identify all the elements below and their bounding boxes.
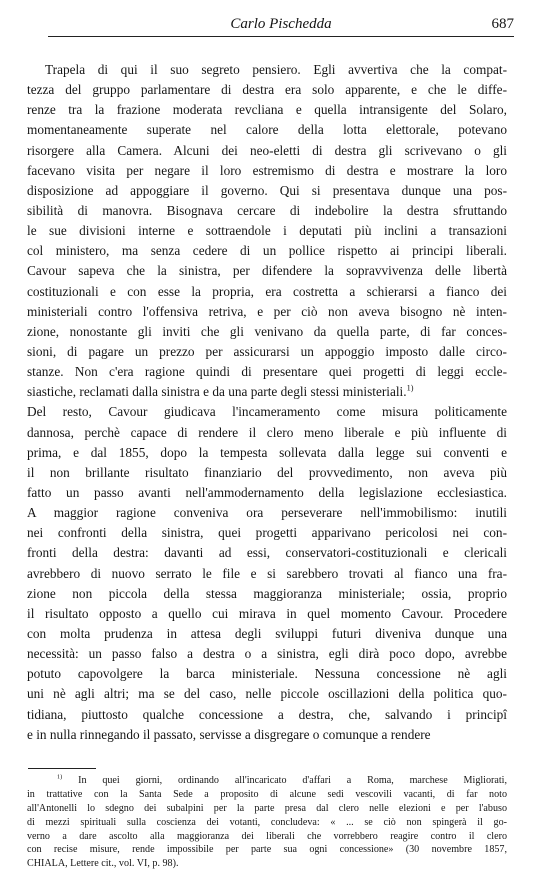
body-line-text: ministeriali contro l'offensiva retriva, e per ciò non aveva bisogno nè inten- bbox=[27, 303, 507, 319]
body-line bbox=[27, 80, 507, 100]
body-line-text: facevano visita per negare il loro estremismo di destra e mostrare la loro bbox=[27, 162, 507, 178]
body-line-text: il non brillante risultato finanziario del provvedimento, non aveva più bbox=[27, 464, 507, 480]
body-line bbox=[27, 60, 507, 80]
body-line-text: A maggior ragione conveniva ora perseverare nell'immobilismo: inutili bbox=[27, 505, 507, 521]
body-line-text: col ministero, ma senza cedere di un pollice rispetto ai principi liberali. bbox=[27, 243, 507, 259]
body-line-text: fronti della destra: davanti ad essi, conservatori-costituzionali e clericali bbox=[27, 545, 507, 561]
body-line-text: siastiche, reclamati dalla sinistra e da una parte degli stessi ministeriali. bbox=[27, 384, 407, 400]
body-line bbox=[27, 564, 507, 584]
footnote-line-text: CHIALA, Lettere cit., vol. VI, p. 98). bbox=[27, 858, 179, 870]
footnote-line-text: In quei giorni, ordinando all'incaricato d'affari a Roma, marchese Migliorati, bbox=[78, 775, 507, 786]
body-line bbox=[27, 382, 507, 402]
footnote-reference: 1) bbox=[406, 383, 414, 393]
body-line-text: zione non piccola della stessa maggioranza ministeriale; ossia, proprio bbox=[27, 585, 507, 601]
body-line bbox=[27, 120, 507, 140]
body-line bbox=[27, 161, 507, 181]
body-line-text: momentaneamente superate nel calore della lotta elettorale, potevano bbox=[27, 122, 507, 138]
body-line-text: costituzionali e con esse la propria, era costretta a schierarsi a fianco dei bbox=[27, 283, 507, 299]
body-line-text: dannosa, perchè capace di rendere il clero meno liberale e più influente di bbox=[27, 424, 507, 440]
body-line-text: nei confronti della sinistra, quei progetti apparivano pericolosi nei con- bbox=[27, 525, 507, 541]
footnote-line bbox=[27, 830, 507, 844]
body-line bbox=[27, 221, 507, 241]
body-line bbox=[27, 664, 507, 684]
body-line bbox=[27, 322, 507, 342]
body-line-text: uni nè agli altri; ma se del caso, nelle piccole oscillazioni della politica quo- bbox=[27, 686, 507, 702]
footnote-line bbox=[27, 788, 507, 802]
page-number: 687 bbox=[491, 16, 514, 32]
body-line bbox=[27, 141, 507, 161]
body-line-text: disposizione ad appoggiare il governo. Qui si presentava dunque una pos- bbox=[27, 182, 507, 198]
body-line-text: Del resto, Cavour giudicava l'incameramento come misura politicamente bbox=[27, 404, 507, 420]
body-line bbox=[27, 684, 507, 704]
body-line bbox=[27, 241, 507, 261]
footnote-line bbox=[27, 802, 507, 816]
body-line bbox=[27, 463, 507, 483]
body-line bbox=[27, 705, 507, 725]
body-line-text: sioni, di pagare un prezzo per assicurarsi un appoggio imposto dalle circo- bbox=[27, 343, 507, 359]
body-line bbox=[27, 423, 507, 443]
body-line-text: sibilità di manovra. Bisognava cercare di indebolire la destra sfruttando bbox=[27, 202, 507, 218]
body-line bbox=[27, 584, 507, 604]
footnote-line-text: verno a dare ascolto alla maggioranza dei liberali che vorrebbero reagire contro il clero bbox=[27, 830, 507, 842]
footnote-line bbox=[27, 857, 507, 871]
body-line-text: fatto un passo avanti nell'ammodernamento della legislazione ecclesiastica. bbox=[27, 484, 507, 500]
body-line-text: risorgere alla Camera. Alcuni dei neo-eletti di destra gli scrivevano o gli bbox=[27, 142, 507, 158]
body-line bbox=[27, 342, 507, 362]
footnote-rule bbox=[28, 768, 96, 769]
footnote-line-text: di mezzi spirituali sulla coscienza dei votanti, concludeva: « ... se ciò non spingerà il go- bbox=[27, 816, 507, 828]
footnote-line-text: in trattative con la Santa Sede a proposito di alcune sedi vescovili vacanti, di far noto bbox=[27, 788, 507, 800]
footnote-line bbox=[27, 816, 507, 830]
body-line bbox=[27, 624, 507, 644]
page-header bbox=[48, 14, 514, 37]
body-line-text: le sue divisioni interne e sottraendole i deputati più inclini a transazioni bbox=[27, 223, 507, 239]
body-line bbox=[27, 402, 507, 422]
body-line bbox=[27, 483, 507, 503]
body-line bbox=[27, 201, 507, 221]
body-line-text: il risultato opposto a quello cui mirava in quel momento Cavour. Procedere bbox=[27, 605, 507, 621]
footnote-line-text: con recise misure, rende impossibile per parte sua ogni concessione» (30 novembre 1857, bbox=[27, 844, 507, 856]
body-line bbox=[27, 362, 507, 382]
footnotes bbox=[27, 774, 507, 871]
body-line-text: necessità: un passo falso a destra o a sinistra, egli dirà poco dopo, avrebbe bbox=[27, 646, 507, 662]
body-line bbox=[27, 100, 507, 120]
body-line bbox=[27, 181, 507, 201]
body-line bbox=[27, 302, 507, 322]
body-line bbox=[27, 604, 507, 624]
body-line-text: tezza del gruppo parlamentare di destra era solo apparente, e che le diffe- bbox=[27, 82, 507, 98]
body-line-text: con molta prudenza in attesa degli sviluppi futuri diveniva dunque una bbox=[27, 625, 507, 641]
running-head: Carlo Pischedda bbox=[230, 16, 332, 32]
body-line-text: prima, e dal 1855, dopo la tempesta sollevata dalla legge sui conventi e bbox=[27, 444, 507, 460]
body-line bbox=[27, 443, 507, 463]
body-line bbox=[27, 725, 507, 745]
footnote-line-text: all'Antonelli lo sdegno dei subalpini per la parte presa dal clero nelle elezioni e per l'abuso bbox=[27, 802, 507, 814]
body-line-text: renze tra la frazione moderata revcliana e quella intransigente del Solaro, bbox=[27, 102, 507, 118]
body-line bbox=[27, 543, 507, 563]
body-line-text: avrebbero di nuovo serrato le file e si sarebbero trovati al fianco una fra- bbox=[27, 565, 507, 581]
body-line-text: potuto capovolgere la barca ministeriale. Nessuna concessione nè agli bbox=[27, 666, 507, 682]
footnote-marker: 1) bbox=[57, 773, 63, 781]
body-text bbox=[27, 60, 507, 745]
body-line-text: tidiana, piuttosto qualche concessione a destra, che, salvando i principî bbox=[27, 706, 507, 722]
body-line-text: zione, nonostante gli inviti che gli venivano da quella parte, di far conces- bbox=[27, 323, 507, 339]
footnote-line bbox=[27, 774, 507, 788]
body-line-text: stanze. Non c'era ragione quindi di presentare quei progetti di leggi eccle- bbox=[27, 364, 507, 380]
body-line bbox=[27, 644, 507, 664]
body-line-text: Cavour sapeva che la sinistra, per difendere la sopravvivenza delle libertà bbox=[27, 263, 507, 279]
footnote-line bbox=[27, 843, 507, 857]
body-line bbox=[27, 261, 507, 281]
body-line bbox=[27, 282, 507, 302]
body-line-text: e in nulla rinnegando il passato, servisse a disgregare o comunque a rendere bbox=[27, 726, 431, 742]
body-line-text: Trapela di qui il suo segreto pensiero. Egli avvertiva che la compat- bbox=[45, 62, 507, 77]
body-line bbox=[27, 523, 507, 543]
body-line bbox=[27, 503, 507, 523]
